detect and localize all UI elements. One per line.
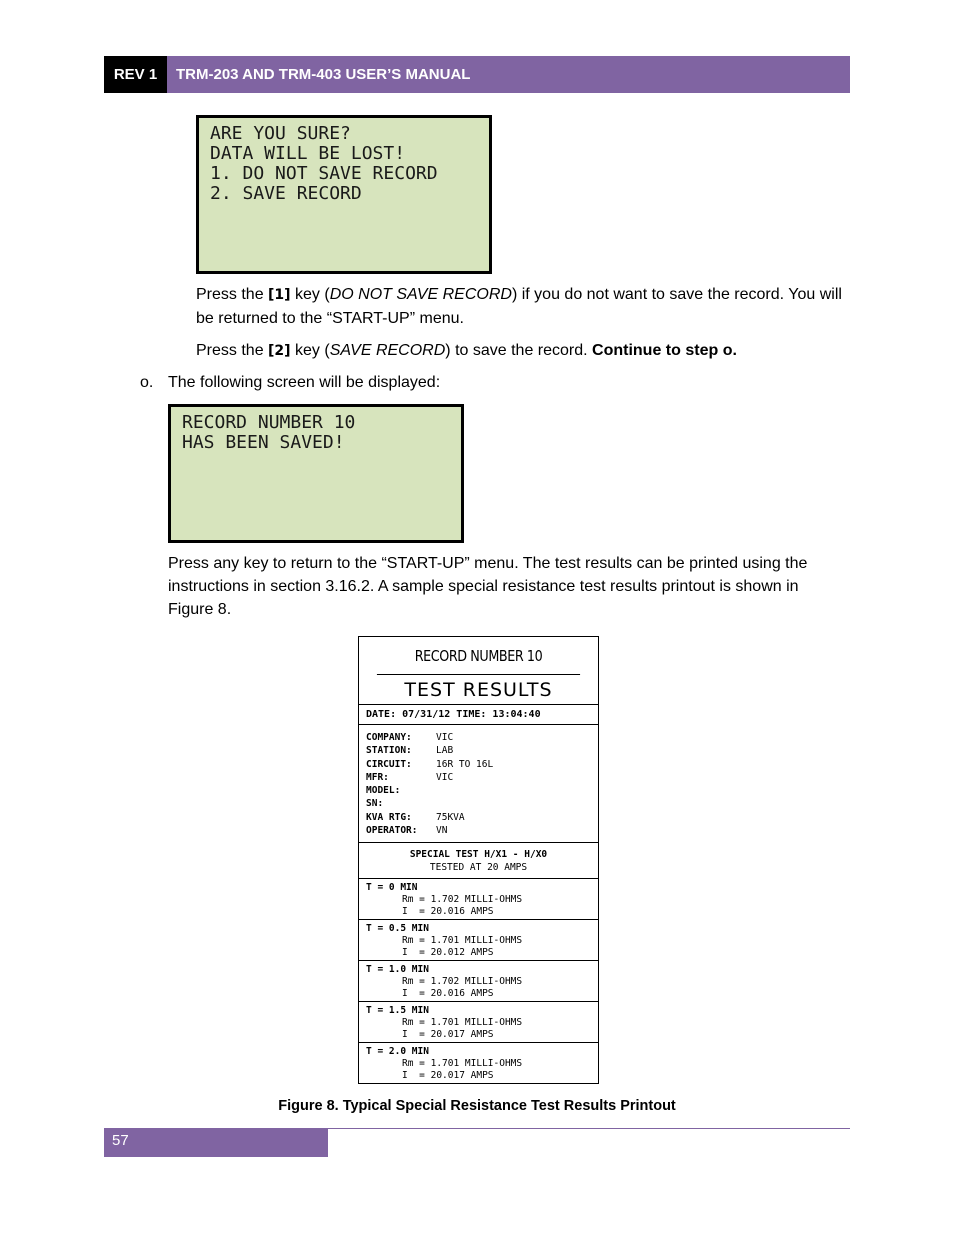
info-label: STATION:	[366, 745, 412, 757]
info-label: MFR:	[366, 771, 389, 783]
info-value: VIC	[436, 771, 454, 783]
lcd-line: DATA WILL BE LOST!	[210, 143, 406, 164]
figure-caption: Figure 8. Typical Special Resistance Test Results Printout	[278, 1098, 676, 1114]
measurement-time: T = 0 MIN	[366, 882, 418, 893]
measurement-time: T = 2.0 MIN	[366, 1046, 429, 1057]
measurement-time: T = 1.0 MIN	[366, 964, 429, 975]
info-label: MODEL:	[366, 785, 401, 797]
info-row	[366, 758, 598, 771]
info-label: COMPANY:	[366, 732, 412, 743]
instruction-print: Press any key to return to the “START-UP” menu. The test results can be printed using the instructions in section 3.16.2. A sample special resistance test results printout is shown in Figure 8.	[168, 555, 808, 618]
continue-note: Continue to step o.	[592, 342, 737, 359]
lcd-screen-saved	[168, 404, 464, 543]
lcd-line: ARE YOU SURE?	[210, 123, 351, 144]
instruction-do-not-save	[196, 283, 846, 330]
info-label: KVA RTG:	[366, 811, 412, 823]
info-row	[366, 784, 598, 797]
measurement-resistance: Rm = 1.701 MILLI-OHMS	[402, 1017, 523, 1028]
printout-date-time: DATE: 07/31/12 TIME: 13:04:40	[359, 705, 598, 725]
lcd-line: RECORD NUMBER 10	[182, 412, 356, 433]
info-label: CIRCUIT:	[366, 758, 412, 770]
option-name: DO NOT SAVE RECORD	[329, 286, 512, 303]
measurement-resistance: Rm = 1.701 MILLI-OHMS	[402, 935, 523, 946]
measurement-current: I = 20.016 AMPS	[402, 988, 494, 999]
special-test-current: TESTED AT 20 AMPS	[429, 862, 528, 873]
printout-record-number: RECORD NUMBER 10	[377, 637, 580, 675]
special-test-line: SPECIAL TEST H/X1 - H/X0	[409, 849, 548, 860]
measurement-resistance: Rm = 1.702 MILLI-OHMS	[402, 894, 523, 905]
step-marker: o.	[140, 374, 154, 391]
info-value: 75KVA	[436, 811, 465, 823]
measurement-time: T = 0.5 MIN	[366, 923, 429, 934]
measurement-current: I = 20.017 AMPS	[402, 1029, 494, 1040]
info-label: OPERATOR:	[366, 825, 418, 837]
info-row	[366, 824, 598, 837]
text: key (	[290, 342, 330, 359]
info-row	[366, 771, 598, 784]
info-value: 16R TO 16L	[436, 758, 494, 770]
measurement-block	[359, 879, 598, 920]
lcd-screen-confirm	[196, 115, 492, 274]
measurement-block	[359, 961, 598, 1002]
lcd-line: 2. SAVE RECORD	[210, 183, 362, 204]
measurement-block	[359, 1002, 598, 1043]
text: ) if you do not want to save the record. You will be returned to the “START-UP” menu.	[196, 286, 842, 327]
printout-title: TEST RESULTS	[359, 675, 598, 705]
measurement-current: I = 20.012 AMPS	[402, 947, 494, 958]
measurement-resistance: Rm = 1.701 MILLI-OHMS	[402, 1058, 523, 1069]
key-2: [2]	[268, 343, 291, 359]
measurement-time: T = 1.5 MIN	[366, 1005, 429, 1016]
lcd-line: HAS BEEN SAVED!	[182, 432, 345, 453]
revision-label: REV 1	[104, 56, 167, 93]
text: Press the	[196, 342, 269, 359]
page-header	[104, 56, 850, 93]
info-value: VIC	[436, 732, 454, 743]
measurement-current: I = 20.017 AMPS	[402, 1070, 494, 1081]
printout-figure	[358, 636, 599, 1084]
lcd-line: 1. DO NOT SAVE RECORD	[210, 163, 438, 184]
info-value: LAB	[436, 745, 454, 757]
info-row	[366, 811, 598, 824]
manual-title: TRM-203 AND TRM-403 USER’S MANUAL	[167, 56, 850, 93]
step-o	[140, 371, 840, 394]
measurement-block	[359, 920, 598, 961]
page-number: 57	[104, 1129, 328, 1157]
key-1: [1]	[268, 287, 291, 303]
info-row	[366, 797, 598, 810]
printout-special-test	[359, 843, 598, 879]
measurement-block	[359, 1043, 598, 1084]
info-value: VN	[436, 825, 448, 837]
text: Press the	[196, 286, 269, 303]
info-row	[366, 731, 598, 744]
text: ) to save the record.	[445, 342, 593, 359]
printout-info-block	[359, 725, 598, 843]
info-row	[366, 744, 598, 757]
info-label: SN:	[366, 798, 384, 810]
text: key (	[290, 286, 330, 303]
instruction-save	[196, 339, 846, 363]
measurement-current: I = 20.016 AMPS	[402, 906, 494, 917]
option-name: SAVE RECORD	[329, 342, 446, 359]
step-text: The following screen will be displayed:	[168, 374, 441, 391]
measurement-resistance: Rm = 1.702 MILLI-OHMS	[402, 976, 523, 987]
